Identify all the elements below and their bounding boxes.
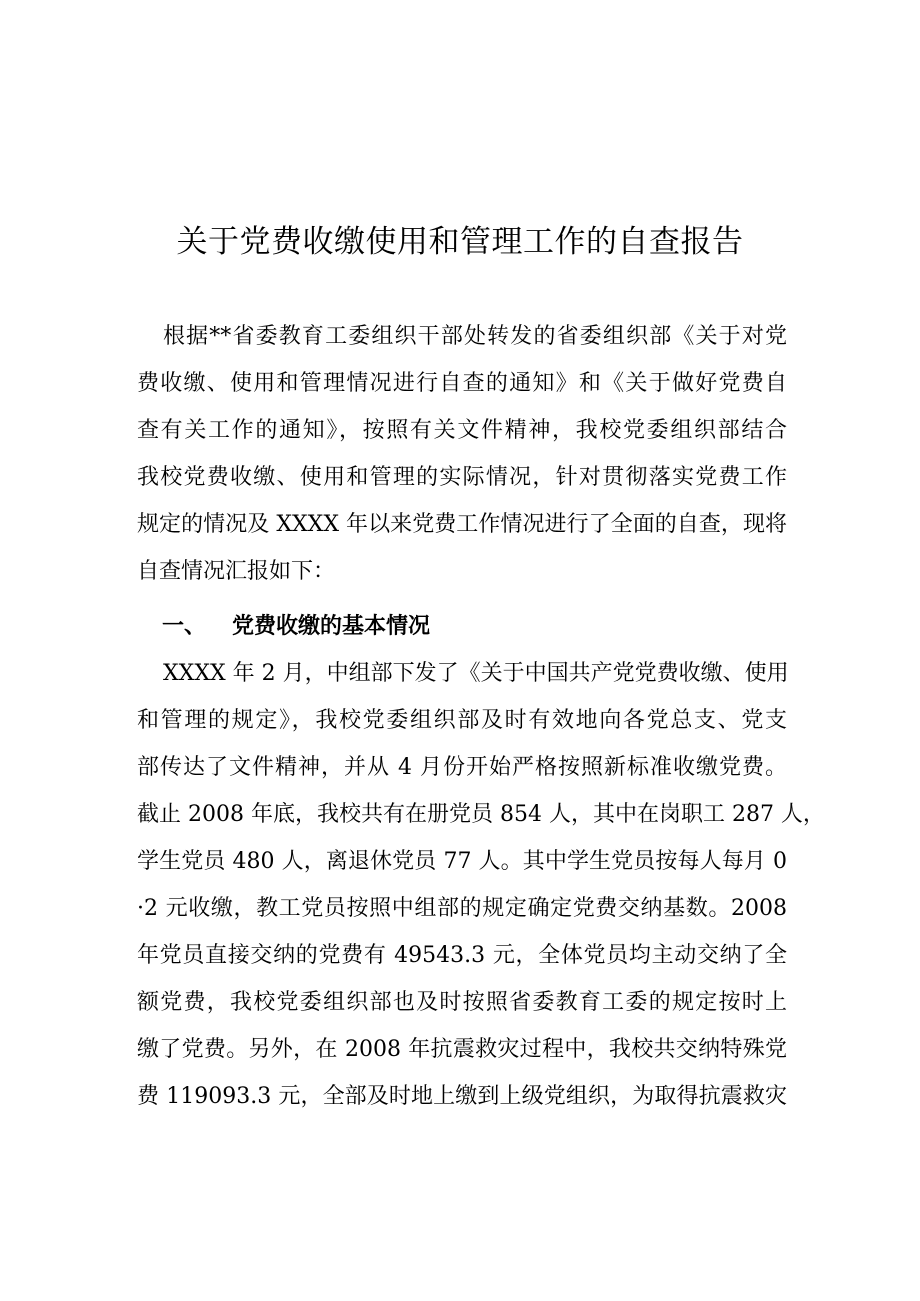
- section-number: 一、: [162, 614, 207, 639]
- paragraph-line: 根据**省委教育工委组织干部处转发的省委组织部《关于对党: [163, 324, 787, 349]
- paragraph-line: XXXX 年 2 月，中组部下发了《关于中国共产党党费收缴、使用: [163, 661, 789, 686]
- document-title: 关于党费收缴使用和管理工作的自查报告: [176, 224, 744, 260]
- paragraph-line: ·2 元收缴，教工党员按照中组部的规定确定党费交纳基数。2008: [137, 896, 787, 921]
- section-heading: [162, 603, 430, 650]
- paragraph-line: 学生党员 480 人，离退休党员 77 人。其中学生党员按每人每月 0: [137, 849, 787, 874]
- paragraph-line: 部传达了文件精神，并从 4 月份开始严格按照新标准收缴党费。: [137, 755, 787, 780]
- paragraph-line: 费收缴、使用和管理情况进行自查的通知》和《关于做好党费自: [137, 371, 787, 396]
- paragraph-line: 费 119093.3 元，全部及时地上缴到上级党组织，为取得抗震救灾: [137, 1084, 787, 1109]
- paragraph-line: 缴了党费。另外，在 2008 年抗震救灾过程中，我校共交纳特殊党: [137, 1037, 787, 1062]
- section-title: 党费收缴的基本情况: [232, 614, 431, 639]
- paragraph-line: 额党费，我校党委组织部也及时按照省委教育工委的规定按时上: [137, 990, 787, 1015]
- paragraph-collection: [137, 650, 825, 1120]
- paragraph-line: 年党员直接交纳的党费有 49543.3 元，全体党员均主动交纳了全: [137, 943, 787, 968]
- paragraph-intro: [137, 313, 787, 595]
- paragraph-line: 自查情况汇报如下：: [137, 559, 336, 584]
- paragraph-line: 我校党费收缴、使用和管理的实际情况，针对贯彻落实党费工作: [137, 465, 787, 490]
- paragraph-line: 和管理的规定》，我校党委组织部及时有效地向各党总支、党支: [137, 708, 787, 733]
- paragraph-line: 查有关工作的通知》，按照有关文件精神，我校党委组织部结合: [137, 418, 787, 443]
- paragraph-line: 规定的情况及 XXXX 年以来党费工作情况进行了全面的自查，现将: [137, 512, 787, 537]
- paragraph-line: 截止 2008 年底，我校共有在册党员 854 人，其中在岗职工 287 人，: [137, 802, 825, 827]
